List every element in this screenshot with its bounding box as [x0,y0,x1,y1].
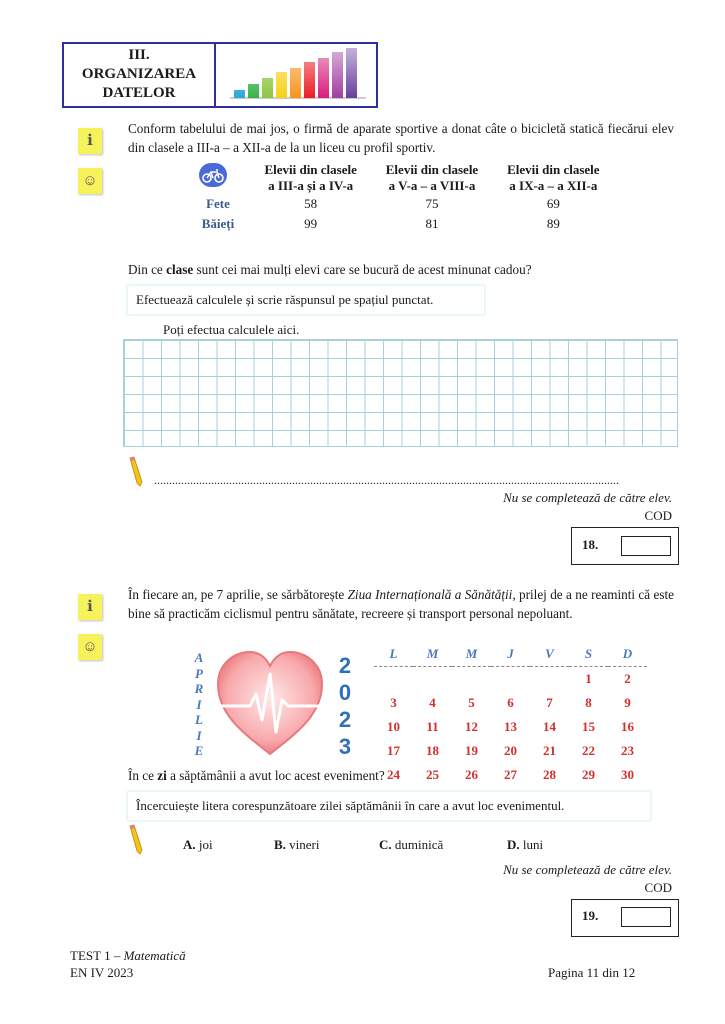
info-sticky-note-icon: ℹ [78,128,102,154]
table-cell: 89 [546,216,560,231]
q18-hint: Efectuează calculele și scrie răspunsul pe spațiul punctat. [128,286,484,314]
question-number-19: 19. [582,908,599,923]
section-title [64,44,216,106]
q19-question: În ce zi a săptămânii a avut loc acest eveniment? [128,768,385,783]
option-a[interactable]: A. joi [183,837,213,852]
footer-exam: EN IV 2023 [70,965,134,980]
table-header-col3: Elevii din clasele a IX-a – a XII-a [507,162,600,193]
table-cell: 69 [546,196,560,211]
calendar-week-row: 3 4 5 6 7 8 9 [390,695,631,710]
pencil-icon [126,456,146,488]
question-number-18: 18. [582,537,599,552]
q19-hint: Încercuiește litera corespunzătoare zilei săptămânii în care a avut loc evenimentul. [128,792,650,820]
weekday-header: M [426,646,439,661]
month-vertical-label: A P R I L I E [194,650,204,758]
info-sticky-note-icon: ℹ [78,594,102,620]
option-c[interactable]: C. duminică [379,837,444,852]
year-vertical-label: 2 0 2 3 [338,653,352,759]
not-filled-note-19: Nu se completează de către elev. [503,862,672,877]
calculation-grid[interactable] [123,339,678,447]
weekday-header: D [622,646,633,661]
not-filled-note-18: Nu se completează de către elev. [503,490,672,505]
cod-label-19: COD [644,880,672,895]
score-input-19[interactable] [621,907,671,927]
row-label-fete: Fete [206,196,230,211]
calendar-week-row: 24 25 26 27 28 29 30 [387,767,634,782]
calendar-week-row: 1 2 [585,671,631,686]
weekday-header: V [545,646,554,661]
weekday-header: L [389,646,398,661]
bicycle-data-table [186,162,614,234]
table-cell: 75 [425,196,439,211]
face-sticky-note-icon: ☺ [78,168,102,194]
row-label-baieti: Băieți [201,216,235,231]
cod-label-18: COD [644,508,672,523]
heart-heartbeat-icon [214,650,326,758]
score-input-18[interactable] [621,536,671,556]
calendar-week-row: 10 11 12 13 14 15 16 [387,719,634,734]
bar-chart-illustration-icon [226,48,370,104]
weekday-header: S [584,646,593,661]
table-row [186,194,614,214]
section-number: III. [128,47,150,63]
table-cell: 81 [425,216,439,231]
calendar-week-row: 17 18 19 20 21 22 23 [387,743,634,758]
answer-line-18[interactable]: ........................................................................................................................................................... [154,474,619,486]
q18-question: Din ce clase sunt cei mai mulți elevi care se bucură de acest minunat cadou? [128,262,532,277]
grid-label: Poți efectua calculele aici. [163,322,300,337]
table-header-col2: Elevii din clasele a V-a – a VIII-a [385,162,479,193]
option-d[interactable]: D. luni [507,837,544,852]
pencil-icon [126,824,146,856]
weekday-header: M [465,646,478,661]
face-sticky-note-icon: ☺ [78,634,102,660]
weekday-header: J [507,646,514,661]
q19-intro: În fiecare an, pe 7 aprilie, se sărbătorește Ziua Internațională a Sănătății, prilej de a ne reaminti că este bine să practicăm ciclismul pentru sănătate, recreere și transport personal nepoluant. [128,587,674,621]
option-b[interactable]: B. vineri [274,837,320,852]
section-title-line2: DATELOR [102,85,176,101]
table-header-col1: Elevii din clasele a III-a și a IV-a [264,162,357,193]
footer-test-title: TEST 1 – Matematică [70,948,186,963]
table-cell: 99 [304,216,318,231]
table-cell: 58 [304,196,318,211]
footer-page-number: Pagina 11 din 12 [548,965,636,980]
section-title-line1: ORGANIZAREA [81,66,197,82]
table-row [186,214,614,234]
q18-intro: Conform tabelului de mai jos, o firmă de aparate sportive a donat câte o bicicletă statică fiecărui elev din clasele a III-a – a XII-a de la un liceu cu profil sportiv. [128,121,674,155]
